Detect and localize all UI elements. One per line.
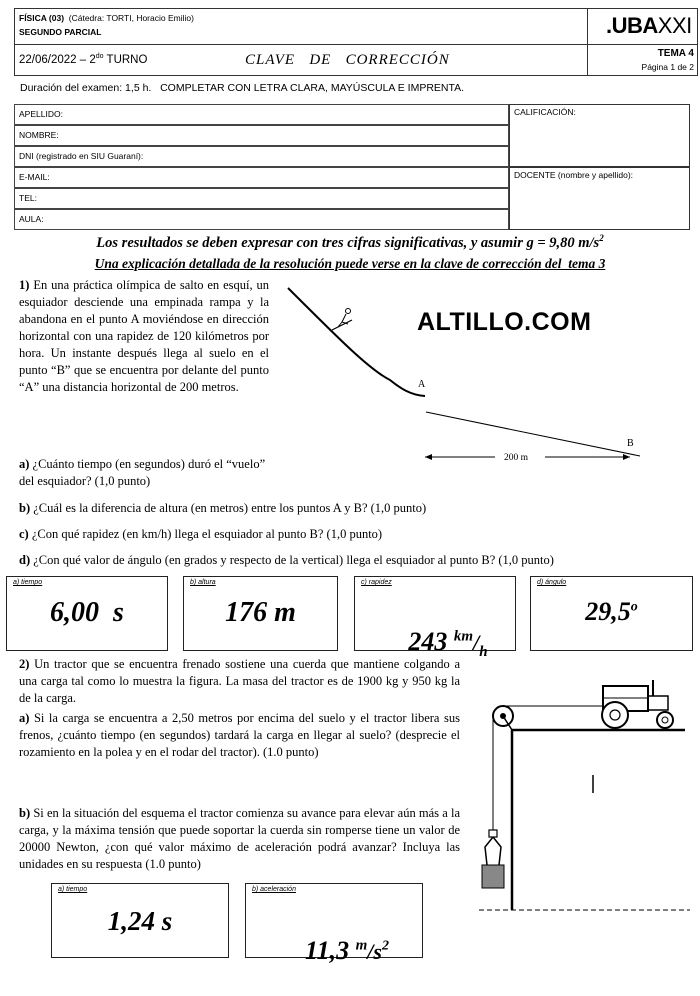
answer-box-q2-tiempo: a) tiempo 1,24 s [51, 883, 229, 958]
tractor-icon [602, 680, 673, 728]
docente-box[interactable]: DOCENTE (nombre y apellido): [509, 167, 690, 230]
q1-d: d) ¿Con qué valor de ángulo (en grados y respecto de la vertical) llega el esquiador al punto B? (1,0 punto) [19, 553, 554, 567]
results-note: Los resultados se deben expresar con tres cifras significativas, y asumir g = 9,80 $m/s^2$ [96, 233, 604, 251]
distance-label: 200 m [504, 453, 529, 463]
q2-b: b) Si en la situación del esquema el tractor comienza su avance para elevar aún más a la carga, y la máxima tensión que puede soportar la cuerda sin romperse tiene un valor de 20000 Newton, ¿con qué valor máximo de aceleración podrá avanzar? Incluya las unidades en su respuesta (1.0 punto) [19, 806, 460, 871]
apellido-field[interactable]: APELLIDO: [14, 104, 509, 125]
explain-note: Una explicación detallada de la resolución puede verse en la clave de corrección del tema 3 [94, 256, 606, 271]
catedra: (Cátedra: TORTI, Horacio Emilio) [68, 13, 194, 23]
q1-text: 1) En una práctica olímpica de salto en esquí, un esquiador desciende una empinada rampa y la abandona en el punto A moviéndose en dirección horizontal con una rapidez de 120 kilómetros por hora. Un instante después llega al suelo en el punto “B” que se encuentra por delante del punto “A” una distancia horizontal de 200 metros. [19, 278, 270, 394]
date-cell: $22/06/2022 - 2^{do}$ TURNO CLAVE DE CORRECCIÓN [15, 45, 588, 76]
tema-cell [588, 45, 698, 76]
q1-a: a) ¿Cuánto tiempo (en segundos) duró el “vuelo” del esquiador? (1,0 punto) [19, 457, 266, 488]
pulley-icon [493, 706, 513, 730]
q2-a: a) Si la carga se encuentra a 2,50 metros por encima del suelo y el tractor libera sus frenos, ¿cuánto tiempo (en segundos) tardará la carga en llegar al suelo? (desprecie el rozamiento en la polea y en el rodar del tractor). (1.0 punto) [19, 711, 460, 759]
ski-jump-figure [280, 280, 660, 470]
header-subject-cell [15, 9, 588, 45]
answer-box-q2-aceleracion: b) aceleración 11,3 $^m/s^2$ [245, 883, 423, 958]
watermark: ALTILLO.COM [417, 308, 592, 336]
clave-title: CLAVE DE CORRECCIÓN [245, 52, 450, 68]
skier-icon [332, 309, 352, 331]
nombre-field[interactable]: NOMBRE: [14, 125, 509, 146]
q1-c: c) ¿Con qué rapidez (en km/h) llega el esquiador al punto B? (1,0 punto) [19, 527, 383, 541]
logo-cell [588, 9, 698, 45]
hanging-load-icon [482, 830, 504, 888]
tel-field[interactable]: TEL: [14, 188, 509, 209]
point-a-label: A [418, 379, 426, 390]
turno: TURNO [106, 53, 148, 66]
header-box [14, 8, 698, 76]
calificacion-box[interactable]: CALIFICACIÓN: [509, 104, 690, 167]
page-number: Página 1 de 2 [641, 62, 694, 72]
dni-field[interactable]: DNI (registrado en SIU Guaraní): [14, 146, 509, 167]
subject: FÍSICA (03) [19, 13, 65, 23]
exam-type: SEGUNDO PARCIAL [19, 27, 102, 37]
tema: TEMA 4 [657, 48, 694, 59]
tractor-pulley-figure [475, 660, 700, 920]
exam-date: 22/06/2022 – 2 [19, 53, 96, 66]
q1-b: b) ¿Cuál es la diferencia de altura (en metros) entre los puntos A y B? (1,0 punto) [19, 501, 427, 515]
instructions: Duración del examen: 1,5 h. COMPLETAR CON LETRA CLARA, MAYÚSCULA E IMPRENTA. [20, 82, 465, 94]
answer-box-altura: b) altura 176 m [183, 576, 338, 651]
email-field[interactable]: E-MAIL: [14, 167, 509, 188]
answer-box-angulo: d) ángulo 29,5$^o$ [530, 576, 693, 651]
aula-field[interactable]: AULA: [14, 209, 509, 230]
uba-logo: .UBAXXI [606, 13, 692, 38]
q2-text: 2) Un tractor que se encuentra frenado sostiene una cuerda que mantiene colgando a una carga tal como lo muestra la figura. La masa del tractor es de 1900 kg y 950 kg la de la carga. [19, 657, 460, 705]
point-b-label: B [627, 438, 634, 449]
answer-box-tiempo: a) tiempo 6,00 s [6, 576, 168, 651]
answer-box-rapidez: c) rapidez 243 $^{km}/_h$ [354, 576, 516, 651]
